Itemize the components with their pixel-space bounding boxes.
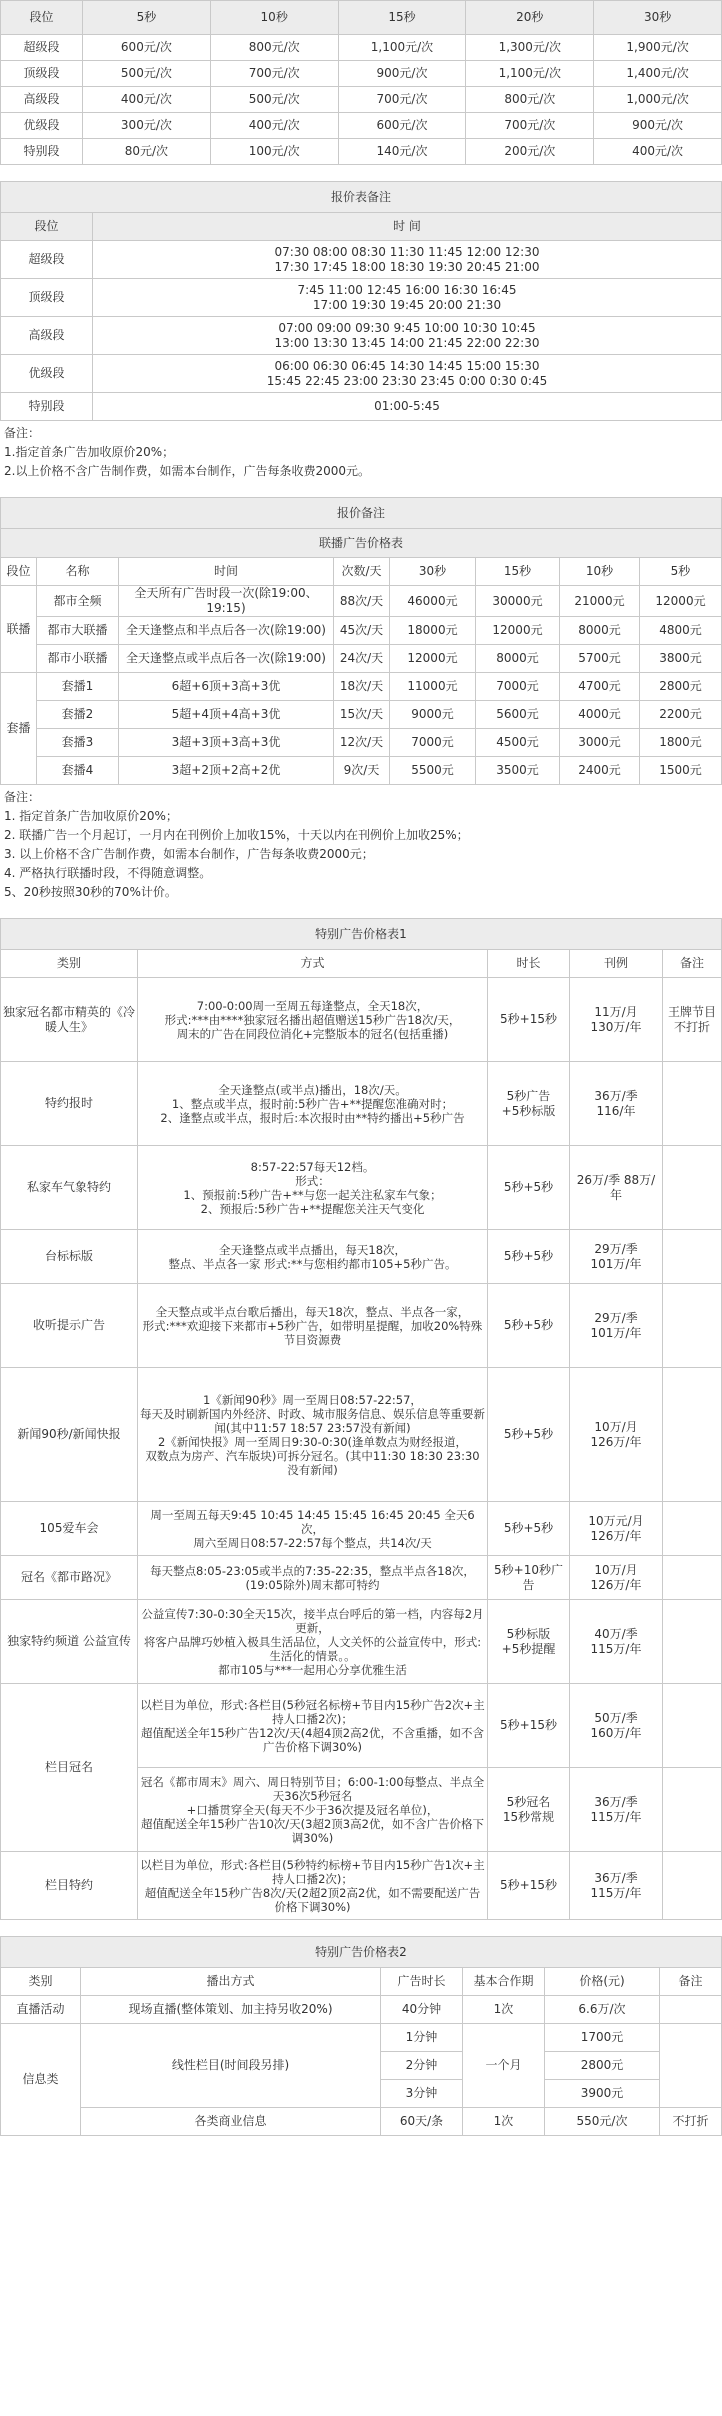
period-cell: 一个月 xyxy=(463,2024,545,2108)
table-row xyxy=(1,317,722,355)
data-cell: 5秒+5秒 xyxy=(488,1230,570,1284)
price-cell: 80元/次 xyxy=(83,139,211,165)
column-header: 时长 xyxy=(488,950,570,978)
table-row xyxy=(1,1284,722,1368)
data-cell: 全天逢整点和半点后各一次(除19:00) xyxy=(119,617,334,645)
category-cell: 栏目冠名 xyxy=(1,1684,138,1852)
time-cell: 07:30 08:00 08:30 11:30 11:45 12:00 12:30 17:30 17:45 18:00 18:30 19:30 20:45 21:00 xyxy=(93,241,722,279)
table-title: 特别广告价格表2 xyxy=(1,1937,722,1968)
method-cell: 全天逢整点或半点播出，每天18次， 整点、半点各一家 形式:**与您相约都市105+5秒广告。 xyxy=(138,1230,488,1284)
note-line: 1.指定首条广告加收原价20%； xyxy=(4,445,175,459)
data-cell: 5秒+10秒广告 xyxy=(488,1556,570,1600)
table-title: 报价备注 xyxy=(1,498,722,529)
group-label: 套播 xyxy=(1,673,37,785)
data-cell: 40万/季 115万/年 xyxy=(570,1600,663,1684)
data-cell: 5500元 xyxy=(390,757,476,785)
note-cell xyxy=(663,1556,722,1600)
column-header: 名称 xyxy=(37,558,119,586)
data-cell: 全天逢整点或半点后各一次(除19:00) xyxy=(119,645,334,673)
table-row xyxy=(1,1600,722,1684)
data-cell: 1800元 xyxy=(640,729,722,757)
method-cell: 线性栏目(时间段另排) xyxy=(81,2024,381,2108)
note-line: 3. 以上价格不含广告制作费，如需本台制作，广告每条收费2000元； xyxy=(4,847,374,861)
column-header: 方式 xyxy=(138,950,488,978)
column-header: 时 间 xyxy=(93,213,722,241)
data-cell: 5秒+5秒 xyxy=(488,1146,570,1230)
table-row xyxy=(1,757,722,785)
table-row xyxy=(1,213,722,241)
data-cell: 1500元 xyxy=(640,757,722,785)
data-cell: 10万元/月 126万/年 xyxy=(570,1502,663,1556)
price-cell: 1,400元/次 xyxy=(594,61,722,87)
table-row xyxy=(1,1062,722,1146)
table-row xyxy=(1,355,722,393)
column-header: 次数/天 xyxy=(334,558,390,586)
data-cell: 5700元 xyxy=(560,645,640,673)
time-cell: 06:00 06:30 06:45 14:30 14:45 15:00 15:30 15:45 22:45 23:00 23:30 23:45 0:00 0:30 0:45 xyxy=(93,355,722,393)
price-table-segments xyxy=(0,0,722,165)
data-cell: 46000元 xyxy=(390,586,476,617)
price-cell: 500元/次 xyxy=(83,61,211,87)
data-cell: 全天所有广告时段一次(除19:00、19:15) xyxy=(119,586,334,617)
note-line: 2.以上价格不含广告制作费，如需本台制作，广告每条收费2000元。 xyxy=(4,464,370,478)
data-cell: 50万/季 160万/年 xyxy=(570,1684,663,1768)
note-cell xyxy=(663,1146,722,1230)
method-cell: 周一至周五每天9:45 10:45 14:45 15:45 16:45 20:45 全天6次， 周六至周日08:57-22:57每个整点，共14次/天 xyxy=(138,1502,488,1556)
price-cell: 100元/次 xyxy=(210,139,338,165)
price-cell: 500元/次 xyxy=(210,87,338,113)
price-cell: 900元/次 xyxy=(594,113,722,139)
data-cell: 5秒标版 +5秒提醒 xyxy=(488,1600,570,1684)
table-row xyxy=(1,645,722,673)
table-row xyxy=(1,2024,722,2052)
data-cell: 3800元 xyxy=(640,645,722,673)
method-cell: 以栏目为单位，形式:各栏目(5秒冠名标榜+节目内15秒广告2次+主持人口播2次)； 超值配送全年15秒广告12次/天(4超4顶2高2优，不含重播，如不含广告价格下调30%) xyxy=(138,1684,488,1768)
segment-time-table xyxy=(0,181,722,421)
table-row xyxy=(1,1684,722,1768)
row-label: 顶级段 xyxy=(1,61,83,87)
table-row xyxy=(1,1368,722,1502)
data-cell: 18000元 xyxy=(390,617,476,645)
column-header: 播出方式 xyxy=(81,1968,381,1996)
data-cell: 2400元 xyxy=(560,757,640,785)
data-cell: 4800元 xyxy=(640,617,722,645)
column-header: 备注 xyxy=(660,1968,722,1996)
data-cell: 11万/月 130万/年 xyxy=(570,978,663,1062)
data-cell: 12次/天 xyxy=(334,729,390,757)
data-cell: 11000元 xyxy=(390,673,476,701)
table-row xyxy=(1,87,722,113)
price-cell: 1,100元/次 xyxy=(338,35,466,61)
price-cell: 200元/次 xyxy=(466,139,594,165)
data-cell: 12000元 xyxy=(640,586,722,617)
data-cell: 各类商业信息 xyxy=(81,2108,381,2136)
column-header: 广告时长 xyxy=(381,1968,463,1996)
column-header: 段位 xyxy=(1,558,37,586)
data-cell: 5秒广告 +5秒标版 xyxy=(488,1062,570,1146)
row-label: 套播2 xyxy=(37,701,119,729)
data-cell: 3超+2顶+2高+2优 xyxy=(119,757,334,785)
column-header: 刊例 xyxy=(570,950,663,978)
time-cell: 7:45 11:00 12:45 16:00 16:30 16:45 17:00 19:30 19:45 20:00 21:30 xyxy=(93,279,722,317)
note-cell xyxy=(663,1368,722,1502)
price-cell: 900元/次 xyxy=(338,61,466,87)
note-line: 1. 指定首条广告加收原价20%； xyxy=(4,809,178,823)
note-cell xyxy=(663,1684,722,1768)
data-cell: 5秒冠名 15秒常规 xyxy=(488,1768,570,1852)
data-cell: 18次/天 xyxy=(334,673,390,701)
column-header: 5秒 xyxy=(83,1,211,35)
row-label: 优级段 xyxy=(1,113,83,139)
table-row xyxy=(1,1146,722,1230)
note-line: 4. 严格执行联播时段，不得随意调整。 xyxy=(4,866,212,880)
data-cell: 3000元 xyxy=(560,729,640,757)
category-cell: 私家车气象特约 xyxy=(1,1146,138,1230)
category-cell: 信息类 xyxy=(1,2024,81,2136)
data-cell: 5秒+15秒 xyxy=(488,978,570,1062)
data-cell: 现场直播(整体策划、加主持另收20%) xyxy=(81,1996,381,2024)
note-cell xyxy=(663,1600,722,1684)
table-row xyxy=(1,1996,722,2024)
data-cell: 29万/季 101万/年 xyxy=(570,1230,663,1284)
table-row xyxy=(1,1852,722,1920)
table-subtitle: 联播广告价格表 xyxy=(1,529,722,558)
column-header: 20秒 xyxy=(466,1,594,35)
table-row xyxy=(1,61,722,87)
row-label: 都市全频 xyxy=(37,586,119,617)
data-cell: 5秒+15秒 xyxy=(488,1852,570,1920)
data-cell: 30000元 xyxy=(476,586,560,617)
column-header: 类别 xyxy=(1,950,138,978)
price-cell: 1,000元/次 xyxy=(594,87,722,113)
column-header: 15秒 xyxy=(476,558,560,586)
row-label: 都市大联播 xyxy=(37,617,119,645)
data-cell: 12000元 xyxy=(476,617,560,645)
table-row xyxy=(1,35,722,61)
price-cell: 700元/次 xyxy=(210,61,338,87)
row-label: 超级段 xyxy=(1,35,83,61)
method-cell: 冠名《都市周末》周六、周日特别节目；6:00-1:00每整点、半点全天36次5秒冠名 +口播贯穿全天(每天不少于36次提及冠名单位)， 超值配送全年15秒广告10次/天(3超2顶3高2优，如不含广告价格下调30%) xyxy=(138,1768,488,1852)
notes-block xyxy=(0,421,722,481)
data-cell: 5秒+5秒 xyxy=(488,1284,570,1368)
category-cell: 栏目特约 xyxy=(1,1852,138,1920)
table-title: 特别广告价格表1 xyxy=(1,919,722,950)
row-label: 高级段 xyxy=(1,87,83,113)
data-cell: 7000元 xyxy=(390,729,476,757)
data-cell: 10万/月 126万/年 xyxy=(570,1556,663,1600)
method-cell: 8:57-22:57每天12档。 形式： 1、预报前:5秒广告+**与您一起关注私家车气象； 2、预报后:5秒广告+**提醒您关注天气变化 xyxy=(138,1146,488,1230)
category-cell: 独家冠名都市精英的《冷暖人生》 xyxy=(1,978,138,1062)
data-cell: 9次/天 xyxy=(334,757,390,785)
note-cell xyxy=(663,1230,722,1284)
column-header: 15秒 xyxy=(338,1,466,35)
data-cell: 36万/季 115万/年 xyxy=(570,1768,663,1852)
method-cell: 全天逢整点(或半点)播出，18次/天。 1、整点或半点，报时前:5秒广告+**提醒您准确对时； 2、逢整点或半点，报时后:本次报时由**特约播出+5秒广告 xyxy=(138,1062,488,1146)
data-cell: 4700元 xyxy=(560,673,640,701)
special-price-table-2 xyxy=(0,1936,722,2136)
table-row xyxy=(1,701,722,729)
method-cell: 1《新闻90秒》周一至周日08:57-22:57， 每天及时刷新国内外经济、时政、城市服务信息、娱乐信息等重要新闻(其中11:57 18:57 23:57没有新闻) 2《新闻快报》周一至周日9:30-0:30(逢单数点为财经报道， 双数点为房产、汽车版块)可拆分冠名。(其中11:30 18:30 23:30没有新闻) xyxy=(138,1368,488,1502)
note-line: 2. 联播广告一个月起订，一月内在刊例价上加收15%，十天以内在刊例价上加收25%； xyxy=(4,828,469,842)
table-row xyxy=(1,1556,722,1600)
time-cell: 07:00 09:00 09:30 9:45 10:00 10:30 10:45 13:00 13:30 13:45 14:00 21:45 22:00 22:30 xyxy=(93,317,722,355)
duration-cell: 3分钟 xyxy=(381,2080,463,2108)
column-header: 价格(元) xyxy=(545,1968,660,1996)
data-cell: 5600元 xyxy=(476,701,560,729)
table-row xyxy=(1,586,722,617)
data-cell: 26万/季 88万/年 xyxy=(570,1146,663,1230)
note-cell xyxy=(663,1502,722,1556)
note-cell xyxy=(660,2024,722,2108)
row-label: 优级段 xyxy=(1,355,93,393)
note-cell xyxy=(663,1062,722,1146)
note-cell xyxy=(663,1284,722,1368)
category-cell: 独家特约频道 公益宣传 xyxy=(1,1600,138,1684)
price-cell: 600元/次 xyxy=(338,113,466,139)
column-header: 时间 xyxy=(119,558,334,586)
note-line: 5、20秒按照30秒的70%计价。 xyxy=(4,885,177,899)
table-row xyxy=(1,1230,722,1284)
column-header: 基本合作期 xyxy=(463,1968,545,1996)
data-cell: 10万/月 126万/年 xyxy=(570,1368,663,1502)
column-header: 5秒 xyxy=(640,558,722,586)
price-cell: 140元/次 xyxy=(338,139,466,165)
price-cell: 700元/次 xyxy=(338,87,466,113)
note-line: 备注： xyxy=(4,790,41,804)
price-cell: 400元/次 xyxy=(83,87,211,113)
table-row xyxy=(1,978,722,1062)
data-cell: 6.6万/次 xyxy=(545,1996,660,2024)
data-cell: 36万/季 115万/年 xyxy=(570,1852,663,1920)
row-label: 套播4 xyxy=(37,757,119,785)
note-cell: 王牌节目 不打折 xyxy=(663,978,722,1062)
duration-cell: 1分钟 xyxy=(381,2024,463,2052)
price-cell: 300元/次 xyxy=(83,113,211,139)
price-cell: 400元/次 xyxy=(210,113,338,139)
column-header: 备注 xyxy=(663,950,722,978)
data-cell: 45次/天 xyxy=(334,617,390,645)
note-cell xyxy=(663,1768,722,1852)
data-cell: 1次 xyxy=(463,2108,545,2136)
data-cell: 3超+3顶+3高+3优 xyxy=(119,729,334,757)
data-cell: 5秒+5秒 xyxy=(488,1502,570,1556)
row-label: 顶级段 xyxy=(1,279,93,317)
price-cell: 1700元 xyxy=(545,2024,660,2052)
method-cell: 每天整点8:05-23:05或半点的7:35-22:35，整点半点各18次，(19:05除外)周末都可特约 xyxy=(138,1556,488,1600)
row-label: 高级段 xyxy=(1,317,93,355)
row-label: 套播3 xyxy=(37,729,119,757)
data-cell: 9000元 xyxy=(390,701,476,729)
data-cell: 7000元 xyxy=(476,673,560,701)
price-cell: 1,100元/次 xyxy=(466,61,594,87)
data-cell: 21000元 xyxy=(560,586,640,617)
duration-cell: 2分钟 xyxy=(381,2052,463,2080)
category-cell: 特约报时 xyxy=(1,1062,138,1146)
column-header: 30秒 xyxy=(594,1,722,35)
price-cell: 2800元 xyxy=(545,2052,660,2080)
category-cell: 105爱车会 xyxy=(1,1502,138,1556)
data-cell xyxy=(660,1996,722,2024)
data-cell: 60天/条 xyxy=(381,2108,463,2136)
price-cell: 800元/次 xyxy=(466,87,594,113)
data-cell: 5秒+5秒 xyxy=(488,1368,570,1502)
column-header: 类别 xyxy=(1,1968,81,1996)
method-cell: 以栏目为单位，形式:各栏目(5秒特约标榜+节目内15秒广告1次+主持人口播2次)； 超值配送全年15秒广告8次/天(2超2顶2高2优，如不需要配送广告价格下调30%) xyxy=(138,1852,488,1920)
data-cell: 40分钟 xyxy=(381,1996,463,2024)
price-cell: 400元/次 xyxy=(594,139,722,165)
row-label: 都市小联播 xyxy=(37,645,119,673)
table-row xyxy=(1,2108,722,2136)
data-cell: 6超+6顶+3高+3优 xyxy=(119,673,334,701)
data-cell: 4500元 xyxy=(476,729,560,757)
table-row xyxy=(1,950,722,978)
column-header: 30秒 xyxy=(390,558,476,586)
data-cell: 550元/次 xyxy=(545,2108,660,2136)
price-cell: 800元/次 xyxy=(210,35,338,61)
table-row xyxy=(1,1968,722,1996)
data-cell: 8000元 xyxy=(560,617,640,645)
category-cell: 新闻90秒/新闻快报 xyxy=(1,1368,138,1502)
row-label: 特别段 xyxy=(1,393,93,421)
data-cell: 直播活动 xyxy=(1,1996,81,2024)
table-row xyxy=(1,139,722,165)
table-row xyxy=(1,729,722,757)
row-label: 套播1 xyxy=(37,673,119,701)
table-row xyxy=(1,393,722,421)
column-header: 10秒 xyxy=(210,1,338,35)
data-cell: 8000元 xyxy=(476,645,560,673)
price-cell: 1,900元/次 xyxy=(594,35,722,61)
data-cell: 36万/季 116/年 xyxy=(570,1062,663,1146)
data-cell: 不打折 xyxy=(660,2108,722,2136)
table-title: 报价表备注 xyxy=(1,182,722,213)
price-cell: 3900元 xyxy=(545,2080,660,2108)
table-row xyxy=(1,558,722,586)
notes-block xyxy=(0,785,722,902)
group-label: 联播 xyxy=(1,586,37,673)
price-cell: 700元/次 xyxy=(466,113,594,139)
data-cell: 29万/季 101万/年 xyxy=(570,1284,663,1368)
data-cell: 5秒+15秒 xyxy=(488,1684,570,1768)
data-cell: 15次/天 xyxy=(334,701,390,729)
row-label: 超级段 xyxy=(1,241,93,279)
data-cell: 3500元 xyxy=(476,757,560,785)
data-cell: 24次/天 xyxy=(334,645,390,673)
category-cell: 收听提示广告 xyxy=(1,1284,138,1368)
network-price-table xyxy=(0,497,722,785)
column-header: 10秒 xyxy=(560,558,640,586)
table-row xyxy=(1,673,722,701)
category-cell: 台标标版 xyxy=(1,1230,138,1284)
category-cell: 冠名《都市路况》 xyxy=(1,1556,138,1600)
table-row xyxy=(1,241,722,279)
data-cell: 5超+4顶+4高+3优 xyxy=(119,701,334,729)
data-cell: 2200元 xyxy=(640,701,722,729)
column-header: 段位 xyxy=(1,1,83,35)
note-line: 备注： xyxy=(4,426,41,440)
price-cell: 600元/次 xyxy=(83,35,211,61)
data-cell: 12000元 xyxy=(390,645,476,673)
table-row xyxy=(1,1502,722,1556)
special-price-table-1 xyxy=(0,918,722,1920)
table-row xyxy=(1,113,722,139)
note-cell xyxy=(663,1852,722,1920)
table-row xyxy=(1,279,722,317)
method-cell: 7:00-0:00周一至周五每逢整点，全天18次， 形式:***由****独家冠名播出超值赠送15秒广告18次/天， 周末的广告在同段位消化+完整版本的冠名(包括重播) xyxy=(138,978,488,1062)
price-cell: 1,300元/次 xyxy=(466,35,594,61)
data-cell: 4000元 xyxy=(560,701,640,729)
row-label: 特别段 xyxy=(1,139,83,165)
data-cell: 1次 xyxy=(463,1996,545,2024)
time-cell: 01:00-5:45 xyxy=(93,393,722,421)
method-cell: 公益宣传7:30-0:30全天15次，接半点台呼后的第一档，内容每2月更新， 将客户品牌巧妙植入极具生活品位，人文关怀的公益宣传中，形式:生活化的情景。。 都市105与***一起用心分享优雅生活 xyxy=(138,1600,488,1684)
data-cell: 2800元 xyxy=(640,673,722,701)
data-cell: 88次/天 xyxy=(334,586,390,617)
table-row xyxy=(1,617,722,645)
method-cell: 全天整点或半点台歌后播出，每天18次，整点、半点各一家， 形式:***欢迎接下来都市+5秒广告，如带明星提醒，加收20%特殊节目资源费 xyxy=(138,1284,488,1368)
column-header: 段位 xyxy=(1,213,93,241)
